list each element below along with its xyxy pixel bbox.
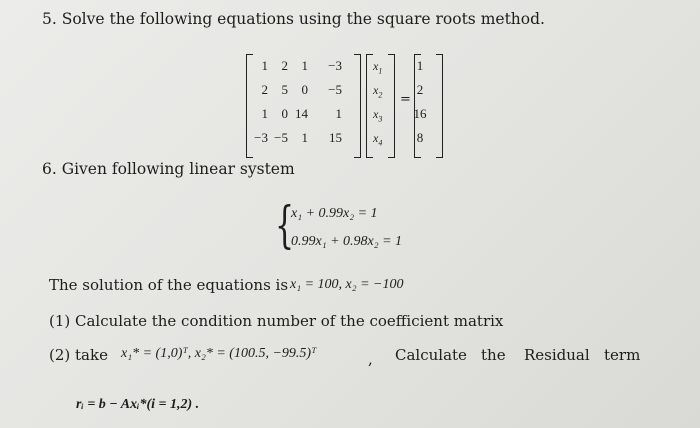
matrix-a-cell: −3 <box>328 58 342 73</box>
matrix-a-cell: 2 <box>281 58 288 73</box>
matrix-a-cell: 2 <box>261 82 268 97</box>
solution-value: x₁ = 100, x₂ = −100 <box>290 277 404 292</box>
vector-x-subscript: 1 <box>378 66 383 76</box>
matrix-a-cell: 0 <box>281 106 288 121</box>
matrix-a-cell: 0 <box>301 82 308 97</box>
question-6-title: 6. Given following linear system <box>42 160 295 178</box>
system-equation-1: x₁ + 0.99x₂ = 1 <box>291 206 378 221</box>
vector-x-entry <box>373 107 382 123</box>
vector-b-entry: 1 <box>416 58 424 73</box>
matrix-a-cell: 15 <box>329 130 342 145</box>
matrix-a-cell: −5 <box>274 130 288 145</box>
part-2-label: (2) take <box>49 346 108 364</box>
residual-formula: rᵢ = b − Axᵢ*(i = 1,2) . <box>76 397 200 412</box>
matrix-a-cell: −3 <box>254 130 268 145</box>
vector-x-symbol: x <box>373 107 379 121</box>
vector-b-entry: 16 <box>413 106 427 121</box>
part-2-expression: x₁* = (1,0)ᵀ, x₂* = (100.5, −99.5)ᵀ <box>121 346 317 361</box>
part-2-word-calculate: Calculate <box>395 346 467 364</box>
part-1: (1) Calculate the condition number of the coefficient matrix <box>49 312 504 330</box>
matrix-a-cell: −5 <box>328 82 342 97</box>
vector-b-entry: 2 <box>416 82 424 97</box>
vector-x-left-bracket <box>366 54 373 158</box>
vector-x-subscript: 2 <box>378 90 383 100</box>
vector-x-symbol: x <box>373 59 379 73</box>
vector-x-entry <box>373 131 382 147</box>
question-5-title: 5. Solve the following equations using the square roots method. <box>42 10 545 28</box>
vector-b-right-bracket <box>436 54 443 158</box>
system-equation-2: 0.99x₁ + 0.98x₂ = 1 <box>291 234 403 249</box>
vector-x-symbol: x <box>373 83 379 97</box>
matrix-a-cell: 1 <box>261 106 268 121</box>
vector-x-entry <box>373 59 382 75</box>
vector-x-entry <box>373 83 382 99</box>
vector-x-right-bracket <box>388 54 395 158</box>
matrix-a-cell: 1 <box>261 58 268 73</box>
matrix-a-cell: 5 <box>281 82 288 97</box>
matrix-a-right-bracket <box>354 54 361 158</box>
part-2-word-residual: Residual <box>524 346 590 364</box>
part-2-comma: , <box>368 350 373 368</box>
vector-x-symbol: x <box>373 131 379 145</box>
vector-b-entry: 8 <box>416 130 424 145</box>
part-2-word-the: the <box>481 346 506 364</box>
equals-sign: = <box>400 92 411 107</box>
system-brace: { <box>275 196 295 254</box>
matrix-a-cell: 14 <box>295 106 308 121</box>
vector-x-subscript: 3 <box>378 114 383 124</box>
matrix-a-cell: 1 <box>335 106 342 121</box>
part-2-word-term: term <box>604 346 641 364</box>
vector-x-subscript: 4 <box>378 138 383 148</box>
matrix-a-cell: 1 <box>301 130 308 145</box>
solution-text: The solution of the equations is <box>49 276 289 294</box>
matrix-a-cell: 1 <box>301 58 308 73</box>
